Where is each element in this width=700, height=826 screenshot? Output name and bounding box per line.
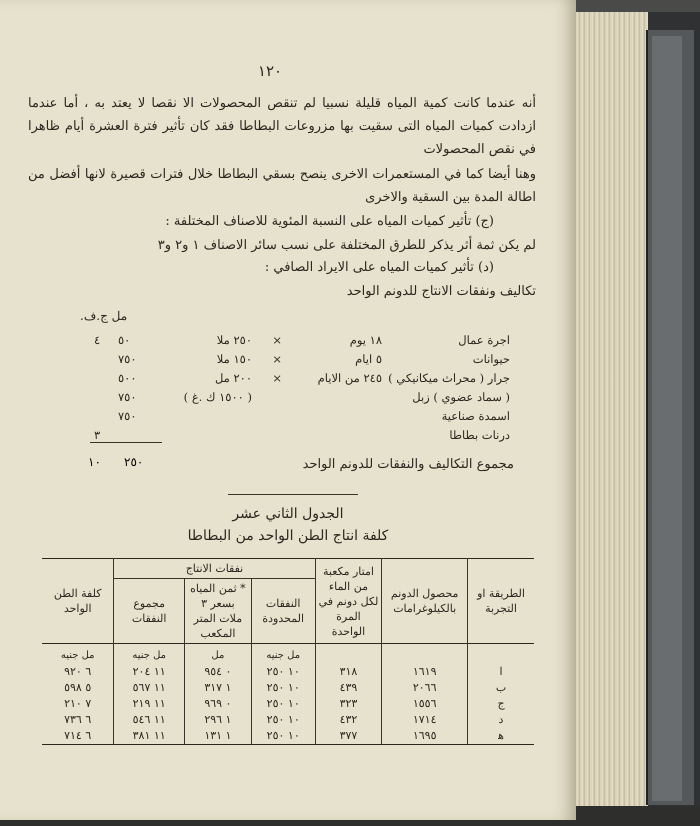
table-subtitle: كلفة انتاج الطن الواحد من البطاطا (187, 528, 389, 544)
cell-method: ا (468, 664, 534, 680)
book-cover-inner (652, 36, 682, 801)
costs-heading: تكاليف ونفقات الانتاج للدونم الواحد (346, 284, 536, 299)
cell-total: ١١ ٥٤٦ (114, 712, 185, 728)
cost-mil: ٧٥٠ (118, 390, 137, 404)
costs-total-pound: ١٠ (88, 455, 101, 469)
section-divider (228, 494, 358, 495)
paragraph-1: أنه عندما كانت كمية المياه قليلة نسبيا لم تنقص المحصولات الا نقصا لا يعتد به ، أما عندما ازدادت كميات المياه التى سقيت بها مزروعات البطاطا فقد كان تأثير فترة العشرة أيام ظاهرا في نقص المحصولات (28, 96, 536, 157)
cell-yield: ١٦٩٥ (382, 728, 468, 745)
cell-total: ١١ ٥٦٧ (114, 680, 185, 696)
cost-table (42, 558, 534, 745)
cell-ton: ٦ ٧١٤ (42, 728, 114, 745)
unit-fixed: مل جنيه (251, 644, 315, 665)
table-title: الجدول الثاني عشر (232, 506, 344, 522)
header-water: * ثمن المياه بسعر ٣ ملات المتر المكعب (184, 579, 251, 644)
cell-water: ١ ١٣١ (184, 728, 251, 745)
cell-water: ١ ٢٩٦ (184, 712, 251, 728)
item-d-title: (د) تأثير كميات المياه على الايراد الصافي : (264, 260, 494, 275)
cell-fixed: ١٠ ٢٥٠ (251, 664, 315, 680)
costs-total-label: مجموع التكاليف والنفقات للدونم الواحد (302, 457, 514, 472)
costs-total-mil: ٢٥٠ (124, 455, 144, 469)
cell-total: ١١ ٣٨١ (114, 728, 185, 745)
cost-rate: ( ١٥٠٠ ك .غ ) (183, 390, 252, 404)
cost-item: ( سماد عضوي ) زبل (412, 390, 510, 404)
unit-total: مل جنيه (114, 644, 185, 665)
cell-water: ٠ ٩٦٩ (184, 696, 251, 712)
costs-unit-header: مل ج.ف. (80, 309, 128, 323)
cell-yield: ١٦١٩ (382, 664, 468, 680)
cell-cubic: ٣٧٧ (315, 728, 382, 745)
cost-item: اسمدة صناعية (441, 409, 510, 423)
item-c-text: لم يكن ثمة أثر يذكر للطرق المختلفة على نسب سائر الاصناف ١ و٢ و٣ (157, 238, 536, 253)
cost-row (40, 352, 510, 370)
cell-fixed: ١٠ ٢٥٠ (251, 728, 315, 745)
paragraph-2: وهنا أيضا كما في المستعمرات الاخرى ينصح بسقي البطاطا خلال فترات قصيرة لانها أفضل من اطالة المدة بين السقية والاخرى (28, 167, 536, 205)
cost-row (40, 333, 510, 351)
cost-qty: ٥ ايام (355, 352, 382, 366)
cost-times: × (272, 333, 282, 347)
cell-water: ٠ ٩٥٤ (184, 664, 251, 680)
table-row (42, 712, 534, 728)
cost-row (40, 409, 510, 427)
cell-method: د (468, 712, 534, 728)
cost-pound: ٣ (94, 428, 101, 442)
cost-item: درنات بطاطا (449, 428, 510, 442)
cell-yield: ١٧١٤ (382, 712, 468, 728)
cell-method: ب (468, 680, 534, 696)
cost-rate: ٢٥٠ ملا (216, 333, 252, 347)
cost-item: جرار ( محراث ميكانيكي ) (388, 371, 510, 385)
cell-cubic: ٣٢٣ (315, 696, 382, 712)
cost-mil: ٧٥٠ (118, 409, 137, 423)
header-total: مجموع النفقات (114, 579, 185, 644)
header-method: الطريقة او التجربة (468, 559, 534, 644)
table-row (42, 696, 534, 712)
cell-fixed: ١٠ ٢٥٠ (251, 680, 315, 696)
header-fixed: النفقات المحدودة (251, 579, 315, 644)
cell-method: ج (468, 696, 534, 712)
table-row (42, 680, 534, 696)
cost-item: اجرة عمال (458, 333, 510, 347)
cost-times: × (272, 352, 282, 366)
cost-rate: ٢٠٠ مل (214, 371, 252, 385)
cell-yield: ٢٠٦٦ (382, 680, 468, 696)
cost-mil: ٥٠٠ (118, 371, 137, 385)
unit-ton-cost: مل جنيه (42, 644, 114, 665)
cell-cubic: ٤٣٢ (315, 712, 382, 728)
page-number: ١٢٠ (257, 62, 283, 80)
page-edges (566, 12, 648, 808)
cost-row (40, 428, 510, 446)
cost-qty: ٢٤٥ من الايام (317, 371, 382, 385)
header-ton-cost: كلفة الطن الواحد (42, 559, 114, 644)
cell-yield: ١٥٥٦ (382, 696, 468, 712)
cost-row (40, 390, 510, 408)
header-yield: محصول الدونم بالكيلوغرامات (382, 559, 468, 644)
cell-method: ﻫ (468, 728, 534, 745)
cost-row (40, 371, 510, 389)
cell-ton: ٥ ٥٩٨ (64, 681, 92, 694)
cost-item: حيوانات (472, 352, 510, 366)
cell-fixed: ١٠ ٢٥٠ (251, 712, 315, 728)
header-costs-group: نفقات الانتاج (114, 559, 315, 579)
costs-sum-line (90, 442, 162, 443)
table-row (42, 664, 534, 680)
cell-cubic: ٣١٨ (315, 664, 382, 680)
cell-fixed: ١٠ ٢٥٠ (251, 696, 315, 712)
cost-mil: ٥٠ (118, 333, 131, 347)
cell-ton: ٧ ٢١٠ (64, 697, 92, 710)
cost-qty: ١٨ يوم (349, 333, 382, 347)
cell-water: ١ ٣١٧ (184, 680, 251, 696)
unit-water: مل (184, 644, 251, 665)
cost-times: × (272, 371, 282, 385)
cell-ton: ٦ ٩٢٠ (64, 665, 92, 678)
cell-ton: ٦ ٧٣٦ (64, 713, 92, 726)
cell-total: ١١ ٢١٩ (114, 696, 185, 712)
cell-total: ١١ ٢٠٤ (114, 664, 185, 680)
cost-mil: ٧٥٠ (118, 352, 137, 366)
header-cubic: امتار مكعبة من الماء لكل دونم في المرة الواحدة (315, 559, 382, 644)
cost-pound: ٤ (94, 333, 101, 347)
cost-rate: ١٥٠ ملا (216, 352, 252, 366)
cell-cubic: ٤٣٩ (315, 680, 382, 696)
table-row (42, 728, 534, 745)
item-c-title: (ج) تأثير كميات المياه على النسبة المئوية للاصناف المختلفة : (165, 214, 494, 229)
